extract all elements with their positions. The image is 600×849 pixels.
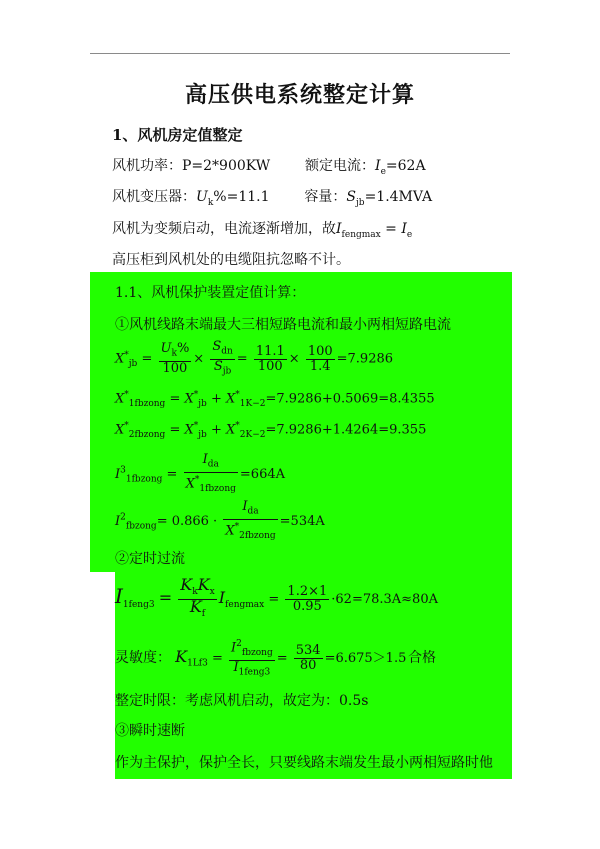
eq1-result: =7.9286 <box>336 351 394 367</box>
rated-current-value: =62A <box>385 158 426 174</box>
eq5-coef: = 0.866 · <box>156 513 218 529</box>
eq6-frac-k: $\frac{K_kK_x}{K_f}$ <box>180 575 215 620</box>
power-line: 风机功率：P=2*900KW 额定电流：$I_e=62A$ <box>112 158 426 177</box>
item-1: ①风机线路末端最大三相短路电流和最小两相短路电流 <box>115 317 451 333</box>
transformer-line: 风机变压器：$U_k\%=11.1$ 容量：$S_{jb}=1.4MVA$ <box>112 189 433 208</box>
eq1-frac-b: $\frac{S_{dn}}{S_{jb}}$ <box>212 339 233 377</box>
uk-value: %=11.1 <box>213 189 270 205</box>
subsection-heading: 1.1、风机保护装置定值计算： <box>115 285 306 301</box>
sensitivity-label: 灵敏度： <box>115 649 171 666</box>
eq1-frac-a: $\frac{U_k\%}{100}$ <box>160 341 190 376</box>
eq6-tail: ·62=78.3A≈80A <box>331 592 438 608</box>
item-2: ②定时过流 <box>115 551 185 567</box>
equation-4: $I^3_{1fbzong}$ = $\frac{I_{da}}{X^*_{1fbzong}}$ =664A <box>115 452 285 494</box>
section-heading: 1、风机房定值整定 <box>112 126 243 144</box>
pass-label: 合格 <box>408 650 436 666</box>
power-label: 风机功率：P=2*900KW <box>112 158 271 174</box>
eq7-frac-a: $\frac{I^2_{fbzong}}{I_{1feng3}}$ <box>231 639 273 678</box>
eq5-result: =534A <box>279 513 325 529</box>
equation-2: $X^*_{1fbzong} = X^*_{jb} + X^*_{1K-2}=7.9286+0.5069=8.4355$ <box>115 390 435 409</box>
header-rule <box>90 53 510 54</box>
eq1-frac-d: $\frac{100}{1.4}$ <box>307 343 333 374</box>
capacity-value: =1.4MVA <box>364 189 433 205</box>
eq1-frac-c: $\frac{11.1}{100}$ <box>255 343 285 374</box>
eq4-result: =664A <box>239 466 285 482</box>
time-limit-line: 整定时限：考虑风机启动，故定为：0.5s <box>115 693 369 709</box>
equation-3: $X^*_{2fbzong} = X^*_{jb} + X^*_{2K-2}=7.9286+1.4264=9.355$ <box>115 421 427 440</box>
eq5-frac: $\frac{I_{da}}{X^*_{2fbzong}}$ <box>225 499 276 541</box>
eq2-result: =7.9286+0.5069=8.4355 <box>265 391 435 407</box>
last-line: 作为主保护，保护全长，只要线路末端发生最小两相短路时他 <box>115 755 493 771</box>
eq4-frac: $\frac{I_{da}}{X^*_{1fbzong}}$ <box>185 452 236 494</box>
eq6-frac-num: $\frac{1.2\times 1}{0.95}$ <box>287 584 328 615</box>
rated-current-label: 额定电流： <box>305 158 376 174</box>
equation-1: $X^*_{jb}$ = $\frac{U_k\%}{100}$ × $\frac{S_{dn}}{S_{jb}}$ = $\frac{11.1}{100}$ × $\frac{100}{1.4}$ =7.9286 <box>115 339 394 377</box>
startup-text: 风机为变频启动，电流逐渐增加，故 <box>112 221 336 237</box>
cable-line: 高压柜到风机处的电缆阻抗忽略不计。 <box>112 252 350 268</box>
equation-5: $I^2_{fbzong}= 0.866$ · $\frac{I_{da}}{X^*_{2fbzong}}$ =534A <box>115 499 325 541</box>
transformer-label: 风机变压器： <box>112 189 196 205</box>
startup-line: 风机为变频启动，电流逐渐增加，故$I_{fengmax} = I_e$ <box>112 221 413 240</box>
item-3: ③瞬时速断 <box>115 723 185 739</box>
equation-6: $I_{1feng3}$ = $\frac{K_kK_x}{K_f}$ $I_{fengmax}$ = $\frac{1.2\times 1}{0.95}$ ·62=78.3A≈80A <box>115 575 438 620</box>
equation-7: 灵敏度： $K_{1Lf3}$ = $\frac{I^2_{fbzong}}{I_{1feng3}}$ = $\frac{534}{80}$ =6.675＞1.5 <box>115 639 407 678</box>
eq7-frac-b: $\frac{534}{80}$ <box>295 642 321 673</box>
eq7-result: =6.675＞1.5 <box>324 650 407 666</box>
eq3-result: =7.9286+1.4264=9.355 <box>265 422 427 438</box>
capacity-label: 容量： <box>304 189 347 205</box>
page-title: 高压供电系统整定计算 <box>184 82 415 108</box>
